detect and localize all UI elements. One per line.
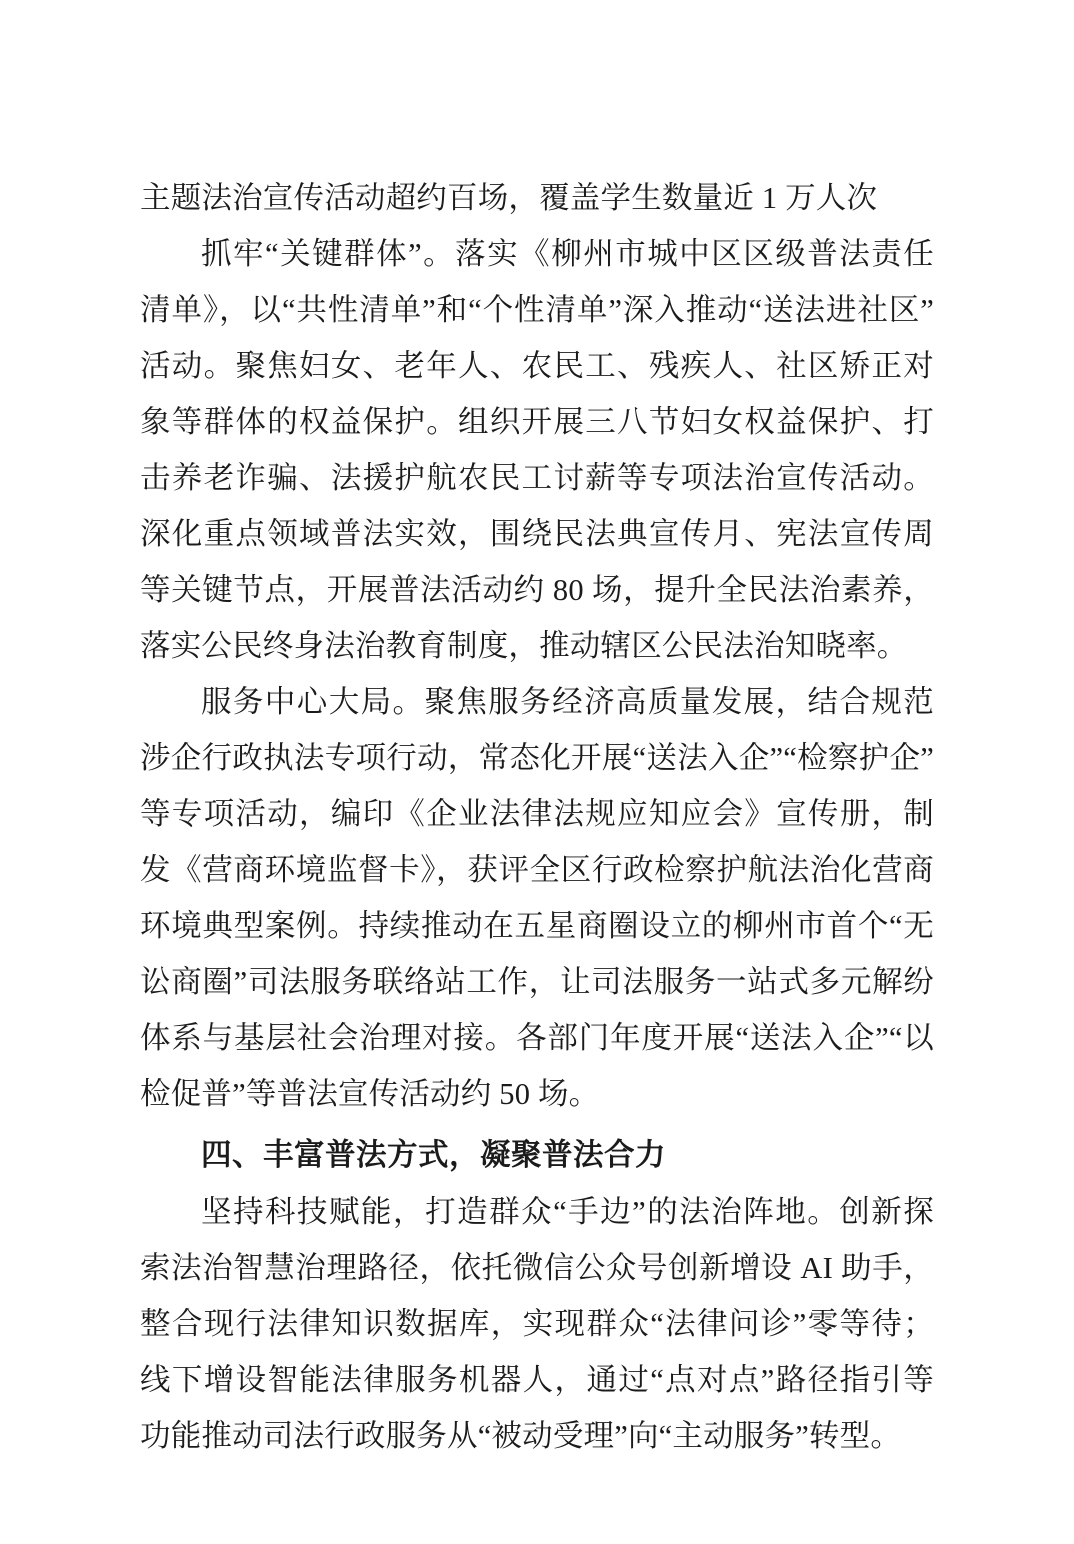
paragraph: 坚持科技赋能，打造群众“手边”的法治阵地。创新探索法治智慧治理路径，依托微信公众号创新增设 AI 助手，整合现行法律知识数据库，实现群众“法律问诊”零等待；线下增设智能法律服务机器人，通过“点对点”路径指引等功能推动司法行政服务从“被动受理”向“主动服务”转型。 [140,1195,934,1453]
section-heading: 四、丰富普法方式，凝聚普法合力 [201,1138,666,1173]
document-body [140,170,934,1464]
paragraph: 抓牢“关键群体”。落实《柳州市城中区区级普法责任清单》，以“共性清单”和“个性清单”深入推动“送法进社区”活动。聚焦妇女、老年人、农民工、残疾人、社区矫正对象等群体的权益保护。组织开展三八节妇女权益保护、打击养老诈骗、法援护航农民工讨薪等专项法治宣传活动。深化重点领域普法实效，围绕民法典宣传月、宪法宣传周等关键节点，开展普法活动约 80 场，提升全民法治素养，落实公民终身法治教育制度，推动辖区公民法治知晓率。 [140,237,934,663]
paragraph: 服务中心大局。聚焦服务经济高质量发展，结合规范涉企行政执法专项行动，常态化开展“送法入企”“检察护企”等专项活动，编印《企业法律法规应知应会》宣传册，制发《营商环境监督卡》，获评全区行政检察护航法治化营商环境典型案例。持续推动在五星商圈设立的柳州市首个“无讼商圈”司法服务联络站工作，让司法服务一站式多元解纷体系与基层社会治理对接。各部门年度开展“送法入企”“以检促普”等普法宣传活动约 50 场。 [140,685,934,1111]
paragraph: 主题法治宣传活动超约百场，覆盖学生数量近 1 万人次 [140,181,878,215]
